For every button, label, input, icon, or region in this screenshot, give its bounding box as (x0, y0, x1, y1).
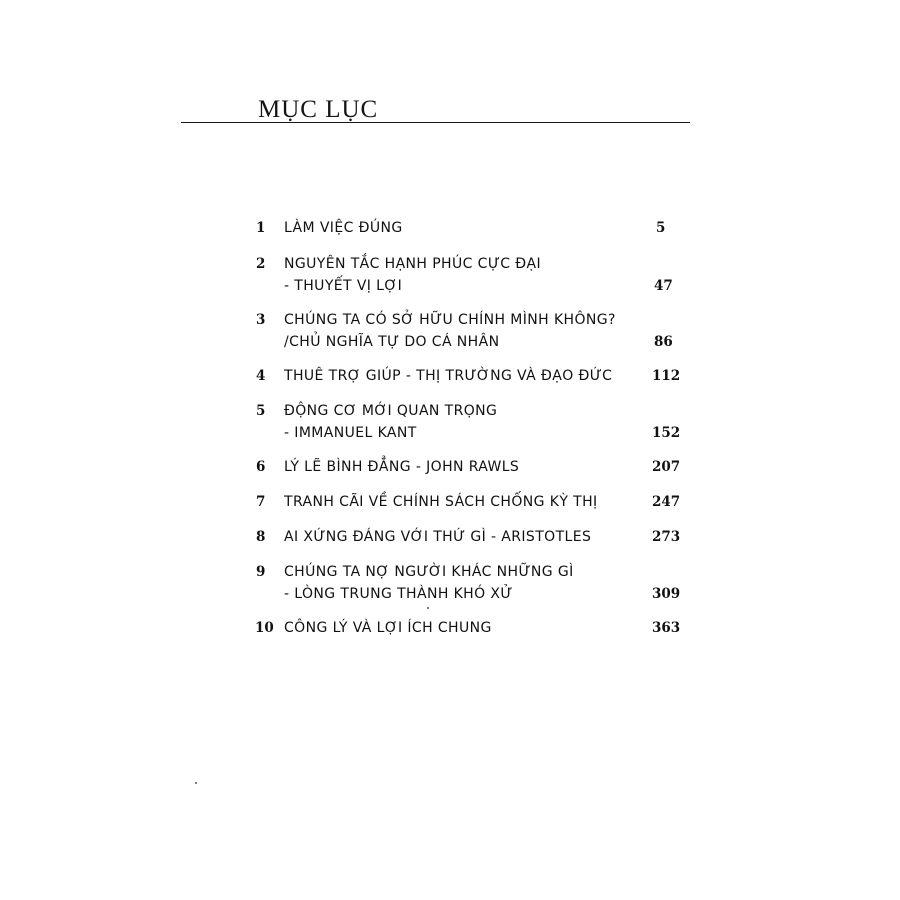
page-number: 112 (652, 368, 681, 384)
page-number: 363 (652, 620, 681, 636)
chapter-number: 7 (256, 494, 266, 510)
page-number: 207 (652, 459, 681, 475)
chapter-title: CÔNG LÝ VÀ LỢI ÍCH CHUNG (284, 620, 492, 636)
scan-speck (195, 782, 197, 784)
page-number: 309 (652, 586, 681, 602)
chapter-number: 6 (256, 459, 266, 475)
chapter-number: 1 (256, 220, 266, 236)
chapter-subtitle: /CHỦ NGHĨA TỰ DO CÁ NHÂN (284, 334, 500, 350)
page-title: MỤC LỤC (258, 96, 379, 123)
chapter-number: 5 (256, 403, 266, 419)
page-number: 247 (652, 494, 681, 510)
chapter-subtitle: - IMMANUEL KANT (284, 425, 417, 441)
chapter-title: THUÊ TRỢ GIÚP - THỊ TRƯỜNG VÀ ĐẠO ĐỨC (284, 368, 613, 384)
page-number: 86 (654, 334, 673, 350)
chapter-title: TRANH CÃI VỀ CHÍNH SÁCH CHỐNG KỲ THỊ (284, 494, 598, 510)
chapter-title: LÝ LẼ BÌNH ĐẲNG - JOHN RAWLS (284, 459, 520, 475)
page-number: 152 (652, 425, 681, 441)
page-number: 5 (656, 220, 666, 236)
chapter-number: 4 (256, 368, 266, 384)
chapter-title: NGUYÊN TẮC HẠNH PHÚC CỰC ĐẠI (284, 256, 542, 272)
chapter-number: 2 (256, 256, 266, 272)
chapter-number: 3 (256, 312, 266, 328)
chapter-number: 8 (256, 529, 266, 545)
chapter-number: 10 (255, 620, 274, 636)
scan-speck (427, 607, 429, 609)
chapter-title: CHÚNG TA CÓ SỞ HỮU CHÍNH MÌNH KHÔNG? (284, 312, 616, 328)
chapter-subtitle: - LÒNG TRUNG THÀNH KHÓ XỬ (284, 586, 513, 602)
chapter-title: CHÚNG TA NỢ NGƯỜI KHÁC NHỮNG GÌ (284, 564, 574, 580)
chapter-title: AI XỨNG ĐÁNG VỚI THỨ GÌ - ARISTOTLES (284, 529, 592, 545)
chapter-number: 9 (256, 564, 266, 580)
page-number: 273 (652, 529, 681, 545)
chapter-title: LÀM VIỆC ĐÚNG (284, 220, 403, 236)
chapter-subtitle: - THUYẾT VỊ LỢI (284, 278, 403, 294)
chapter-title: ĐỘNG CƠ MỚI QUAN TRỌNG (284, 403, 498, 419)
page-number: 47 (654, 278, 673, 294)
